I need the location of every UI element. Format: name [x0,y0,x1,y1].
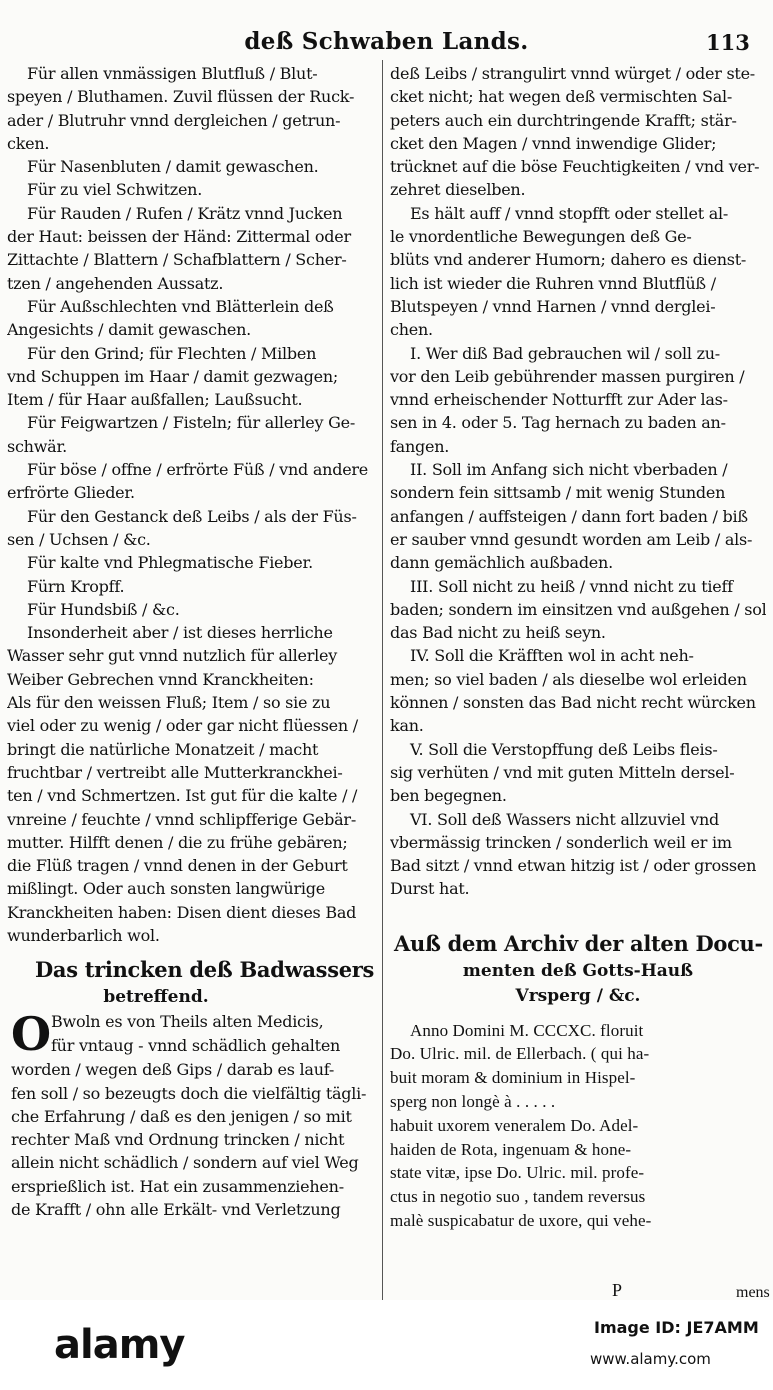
image-id: Image ID: JE7AMM [594,1318,759,1337]
text-line: Angesichts / damit gewaschen. [7,320,251,340]
text-line: viel oder zu wenig / oder gar nicht flüessen / [7,716,358,736]
text-line: sen / Uchsen / &c. [7,529,151,549]
left-list-remedies [7,155,375,947]
text-line: men; so viel baden / als dieselbe wol erleiden [390,669,747,689]
running-head: deß Schwaben Lands. [244,28,529,55]
text-line: V. Soll die Verstopffung deß Leibs fleis- [410,739,718,759]
text-line: das Bad nicht zu heiß seyn. [390,623,606,643]
text-line: buit moram & dominium in Hispel- [390,1068,636,1088]
text-line: Bad sitzt / vnnd etwan hitzig ist / oder grossen [390,856,757,876]
page-number: 113 [706,30,750,55]
text-line: vnnd erheischender Notturfft zur Ader las- [390,390,728,410]
text-line: worden / wegen deß Gips / darab es lauf- [11,1060,334,1080]
text-line: fruchtbar / vertreibt alle Mutterkranckhei- [7,762,343,782]
text-line: vbermässig trincken / sonderlich weil er im [390,832,732,852]
text-line: ben begegnen. [390,786,507,806]
section-subheading: betreffend. [103,987,209,1008]
text-line: de Krafft / ohn alle Erkält- vnd Verletzung [11,1200,341,1220]
watermark-url: www.alamy.com [590,1350,711,1368]
text-line: sperg non longè à . . . . . [390,1092,556,1112]
text-line: trücknet auf die böse Feuchtigkeiten / vnd ver- [390,157,760,177]
text-line: I. Wer diß Bad gebrauchen wil / soll zu- [410,343,720,363]
text-line: ten / vnd Schmertzen. Ist gut für die kalte / / [7,786,358,806]
right-bathing-rules [390,202,766,901]
text-line: fen soll / so bezeugts doch die vielfältig tägli- [11,1083,367,1103]
drop-cap-lines [11,1007,375,1062]
text-line: Insonderheit aber / ist dieses herrliche [27,623,333,643]
drinking-paragraph-lines [11,1058,375,1221]
text-line: rechter Maß vnd Ordnung trincken / nicht [11,1130,345,1150]
alamy-logo: alamy [54,1322,185,1368]
text-line: VI. Soll deß Wassers nicht allzuviel vnd [410,809,719,829]
text-line: vnd Schuppen im Haar / damit gezwagen; [7,366,339,386]
text-line: deß Leibs / strangulirt vnnd würget / oder ste- [390,64,755,83]
text-line: tzen / angehenden Aussatz. [7,273,224,293]
drinking-paragraph [7,1007,375,1221]
text-line: speyen / Bluthamen. Zuvil flüssen der Ruck- [7,87,355,107]
text-line: blüts vnd anderer Humorn; dahero es dienst- [390,250,747,270]
text-line: kan. [390,716,424,736]
text-line: chen. [390,320,433,340]
text-line: Zittachte / Blattern / Schafblattern / Scher- [7,250,347,270]
text-line: Kranckheiten haben: Disen dient dieses Bad [7,902,357,922]
watermark-footer [0,1300,773,1390]
text-line: ctus in negotio suo , tandem reversus [390,1187,646,1207]
text-line: die Flüß tragen / vnnd denen in der Geburt [7,856,348,876]
archive-heading-line3: Vrsperg / &c. [515,985,641,1006]
text-line: Für Nasenbluten / damit gewaschen. [27,157,319,177]
left-column [7,62,375,1221]
text-line: malè suspicabatur de uxore, qui vehe- [390,1211,652,1231]
text-line: state vitæ, ipse Do. Ulric. mil. profe- [390,1163,645,1183]
text-line: Es hält auff / vnnd stopfft oder stellet al- [410,203,729,223]
right-paragraph-continued [390,62,766,202]
text-line: peters auch ein durchtringende Krafft; stär- [390,110,737,130]
text-line: ersprießlich ist. Hat ein zusammenziehen- [11,1176,344,1196]
text-line: anfangen / auffsteigen / dann fort baden / biß [390,506,748,526]
left-paragraph-bleeding [7,62,375,155]
latin-paragraph [390,1019,766,1233]
text-line: haiden de Rota, ingenuam & hone- [390,1139,632,1159]
archive-heading-line2: menten deß Gotts-Hauß [462,960,694,981]
text-line: Für allen vnmässigen Blutfluß / Blut- [27,64,318,83]
text-line: Weiber Gebrechen vnnd Kranckheiten: [7,669,314,689]
text-line: zehret dieselben. [390,180,526,200]
text-line: mutter. Hilfft denen / die zu frühe gebären; [7,832,348,852]
text-line: können / sonsten das Bad nicht recht würcken [390,693,756,713]
text-line: Für kalte vnd Phlegmatische Fieber. [27,553,313,573]
text-line: Wasser sehr gut vnnd nutzlich für allerley [7,646,338,666]
text-line: habuit uxorem veneralem Do. Adel- [390,1115,639,1135]
text-line: che Erfahrung / daß es den jenigen / so mit [11,1106,352,1126]
text-line: Fürn Kropff. [27,576,125,596]
text-line: der Haut: beissen der Händ: Zittermal oder [7,227,351,247]
text-line: cken. [7,133,50,153]
text-line: mißlingt. Oder auch sonsten langwürige [7,879,325,899]
text-line: schwär. [7,436,67,456]
text-line: Blutspeyen / vnnd Harnen / vnnd derglei- [390,296,716,316]
text-line: bringt die natürliche Monatzeit / macht [7,739,319,759]
text-line: dann gemächlich außbaden. [390,553,613,573]
text-line: Bwoln es von Theils alten Medicis, [51,1012,324,1032]
text-line: wunderbarlich wol. [7,925,160,945]
text-line: Für Hundsbiß / &c. [27,599,180,619]
text-line: vnreine / feuchte / vnnd schlipfferige Gebär- [7,809,356,829]
text-line: Item / für Haar außfallen; Laußsucht. [7,390,303,410]
text-line: Durst hat. [390,879,470,899]
drop-cap: O [11,1007,52,1062]
text-line: II. Soll im Anfang sich nicht vberbaden / [410,460,728,480]
archive-heading: Auß dem Archiv der alten Docu- [394,930,763,956]
text-line: IV. Soll die Kräfften wol in acht neh- [410,646,694,666]
text-line: Anno Domini M. CCCXC. floruit [410,1020,644,1040]
text-line: sondern fein sittsamb / mit wenig Stunden [390,483,726,503]
text-line: le vnordentliche Bewegungen deß Ge- [390,227,692,247]
text-line: Für zu viel Schwitzen. [27,180,203,200]
text-line: Als für den weissen Fluß; Item / so sie zu [7,693,331,713]
text-line: baden; sondern im einsitzen vnd außgehen / sol [390,599,766,619]
text-line: allein nicht schädlich / sondern auf viel Weg [11,1153,359,1173]
text-line: vor den Leib gebührender massen purgiren / [390,366,745,386]
text-line: fangen. [390,436,450,456]
column-divider [382,60,383,1300]
text-line: Für Rauden / Rufen / Krätz vnnd Jucken [27,203,343,223]
text-line: cket nicht; hat wegen deß vermischten Sal- [390,87,733,107]
text-line: Für den Gestanck deß Leibs / als der Füs- [27,506,357,526]
text-line: ader / Blutruhr vnnd dergleichen / getrun- [7,110,341,130]
text-line: cket den Magen / vnnd inwendige Glider; [390,133,717,153]
text-line: Für Außschlechten vnd Blätterlein deß [27,296,334,316]
right-column [390,62,766,1233]
text-line: er sauber vnnd gesundt worden am Leib / als- [390,529,753,549]
text-line: für vntaug - vnnd schädlich gehalten [51,1035,341,1055]
catchword: P [612,1280,623,1300]
text-line: Für den Grind; für Flechten / Milben [27,343,317,363]
text-line: sen in 4. oder 5. Tag hernach zu baden an- [390,413,726,433]
text-line: sig verhüten / vnd mit guten Mitteln dersel- [390,762,735,782]
text-line: III. Soll nicht zu heiß / vnnd nicht zu tieff [410,576,733,596]
text-line: Für Feigwartzen / Fisteln; für allerley Ge- [27,413,355,433]
catchword-continuation: mens [736,1284,770,1300]
text-line: lich ist wieder die Ruhren vnnd Blutflüß / [390,273,716,293]
text-line: Do. Ulric. mil. de Ellerbach. ( qui ha- [390,1044,650,1064]
text-line: Für böse / offne / erfrörte Füß / vnd andere [27,460,369,480]
text-line: erfrörte Glieder. [7,483,135,503]
section-heading-drinking: Das trincken deß Badwassers [35,957,375,983]
